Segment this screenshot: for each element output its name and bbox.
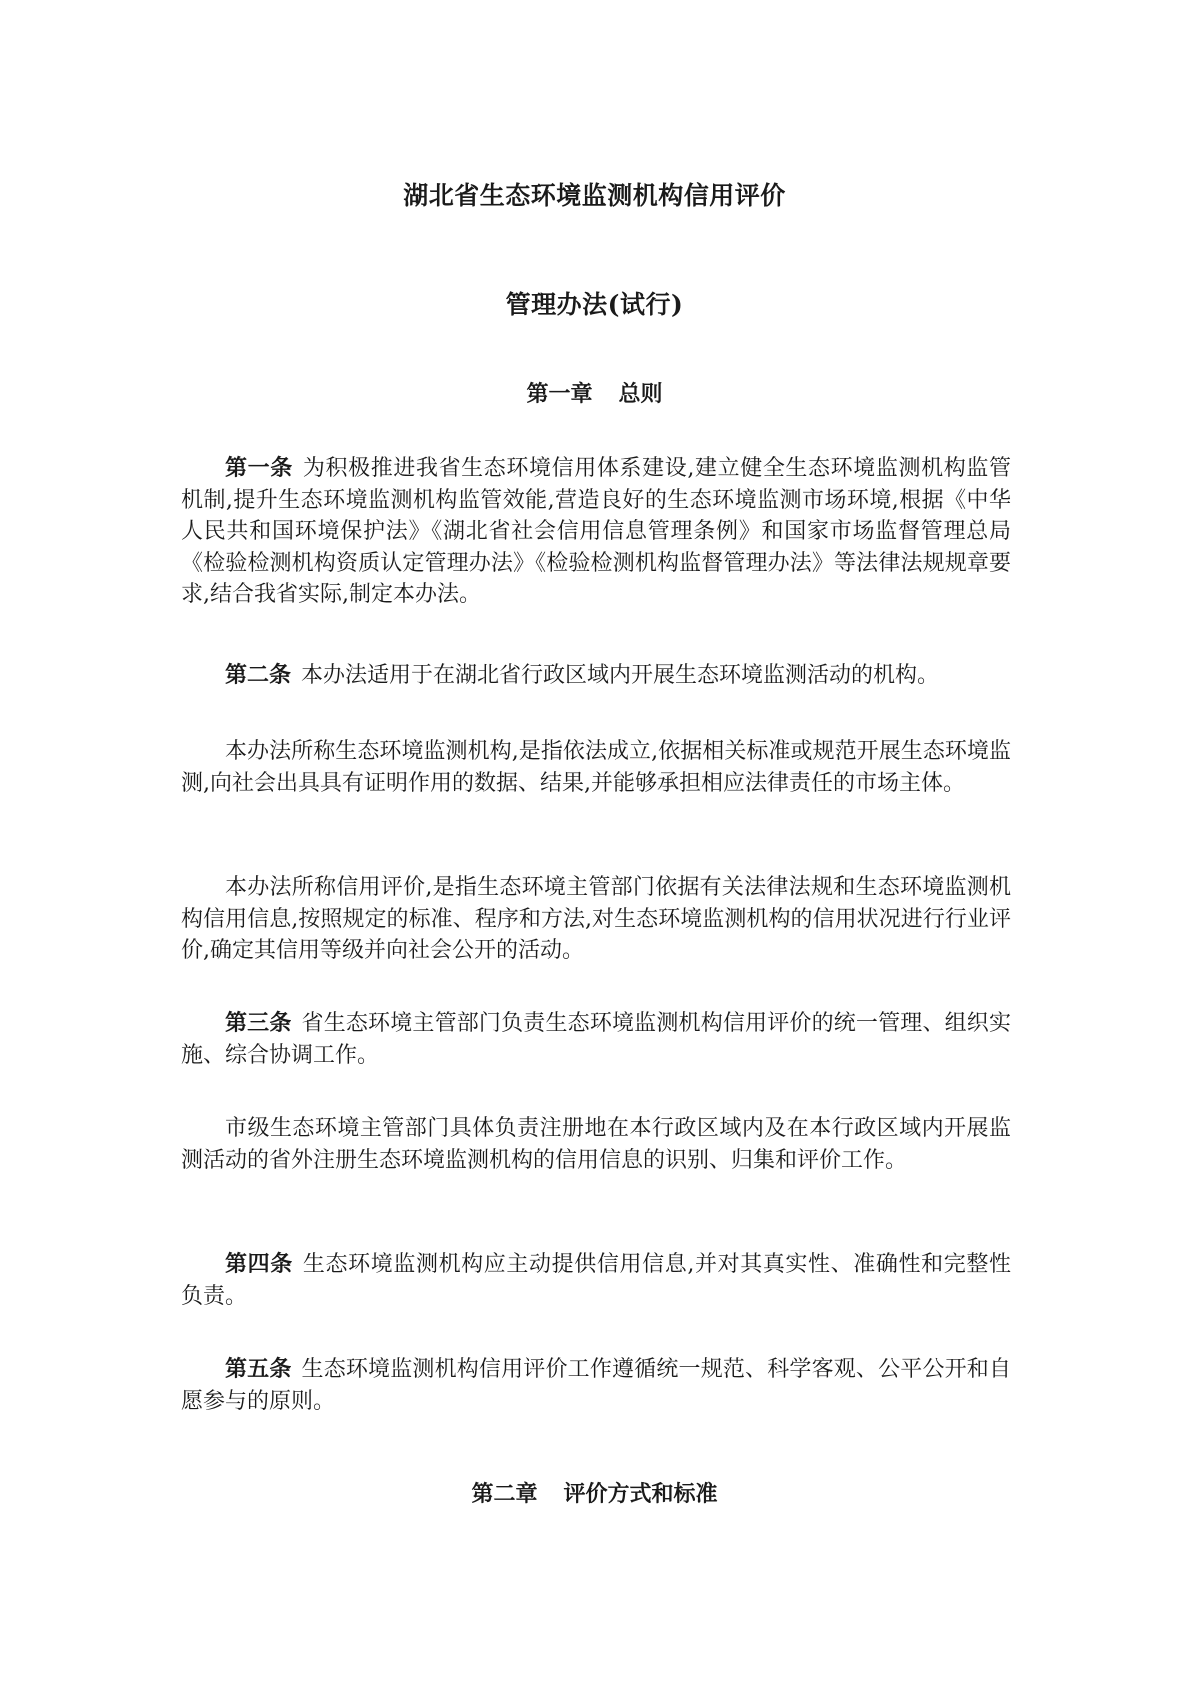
paragraph-text: 生态环境监测机构信用评价工作遵循统一规范、科学客观、公平公开和自愿参与的原则。: [181, 1357, 1011, 1414]
paragraph-text: 本办法所称信用评价,是指生态环境主管部门依据有关法律法规和生态环境监测机构信用信息,按照规定的标准、程序和方法,对生态环境监测机构的信用状况进行行业评价,确定其信用等级并向社会公开的活动。: [181, 875, 1011, 963]
chapter-name: 评价方式和标准: [563, 1481, 718, 1507]
paragraph-text: 省生态环境主管部门负责生态环境监测机构信用评价的统一管理、组织实施、综合协调工作。: [181, 1011, 1011, 1068]
paragraph-definition-credit-evaluation: [181, 872, 1011, 967]
paragraph-article-3: [181, 1008, 1011, 1071]
paragraph-text: 本办法适用于在湖北省行政区域内开展生态环境监测活动的机构。: [301, 663, 940, 688]
paragraph-text: 本办法所称生态环境监测机构,是指依法成立,依据相关标准或规范开展生态环境监测,向社会出具具有证明作用的数据、结果,并能够承担相应法律责任的市场主体。: [181, 739, 1011, 796]
paragraph-article-5: [181, 1354, 1011, 1417]
chapter-heading-1: [0, 377, 1189, 408]
paragraph-definition-monitoring-institution: [181, 736, 1011, 799]
document-title-line1: 湖北省生态环境监测机构信用评价: [403, 181, 786, 210]
chapter-number: 第一章: [526, 381, 593, 407]
paragraph-text: 市级生态环境主管部门具体负责注册地在本行政区域内及在本行政区域内开展监测活动的省外注册生态环境监测机构的信用信息的识别、归集和评价工作。: [181, 1116, 1011, 1173]
article-number: 第三条: [225, 1010, 292, 1036]
chapter-heading-2: [0, 1477, 1189, 1508]
paragraph-text: 生态环境监测机构应主动提供信用信息,并对其真实性、准确性和完整性负责。: [181, 1252, 1011, 1309]
paragraph-municipal-responsibility: [181, 1113, 1011, 1176]
article-number: 第一条: [225, 455, 293, 481]
article-number: 第四条: [225, 1251, 293, 1277]
chapter-name: 总则: [618, 381, 663, 407]
paragraph-article-2: [181, 660, 1011, 692]
document-title-line2: 管理办法(试行): [505, 290, 684, 319]
chapter-number: 第二章: [471, 1481, 538, 1507]
paragraph-text: 为积极推进我省生态环境信用体系建设,建立健全生态环境监测机构监管机制,提升生态环境监测机构监管效能,营造良好的生态环境监测市场环境,根据《中华人民共和国环境保护法》《湖北省社会信用信息管理条例》和国家市场监督管理总局《检验检测机构资质认定管理办法》《检验检测机构监督管理办法》等法律法规规章要求,结合我省实际,制定本办法。: [181, 456, 1011, 607]
article-number: 第二条: [225, 662, 292, 688]
article-number: 第五条: [225, 1356, 292, 1382]
paragraph-article-4: [181, 1249, 1011, 1312]
paragraph-article-1: [181, 453, 1011, 611]
